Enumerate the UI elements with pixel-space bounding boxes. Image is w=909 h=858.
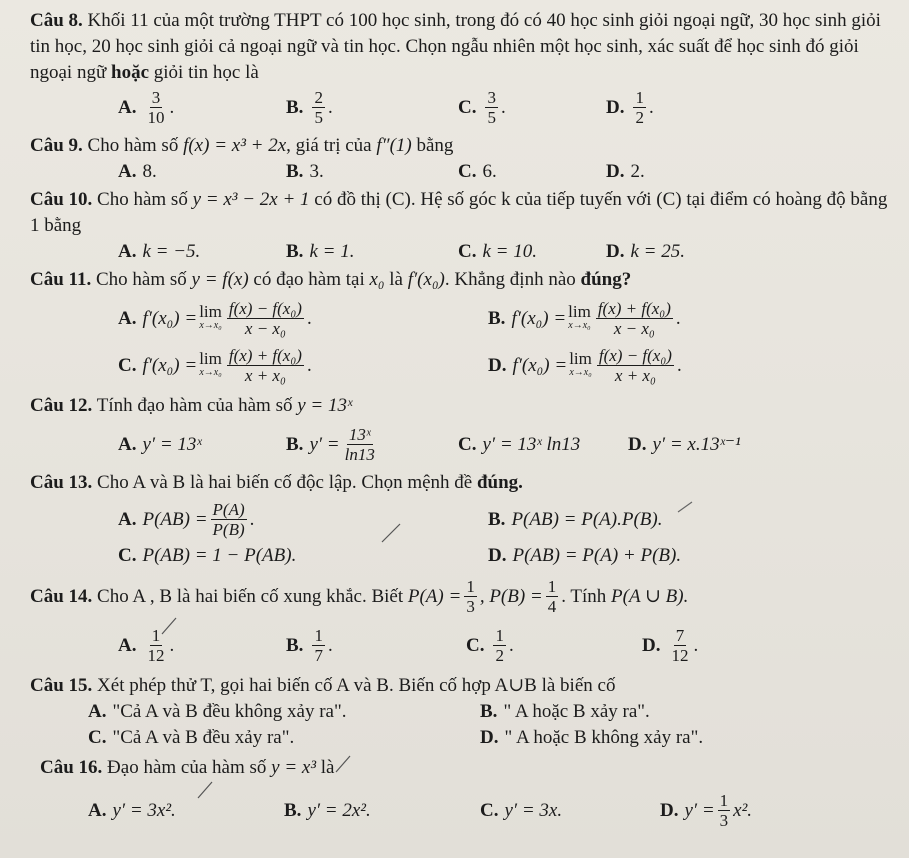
option-c: C. "Cả A và B đều xảy ra". bbox=[88, 727, 295, 748]
question-12: Câu 12. Tính đạo hàm của hàm số y = 13ˣ A. y′ = 13ˣ B. y′ = $\frac{\text{13ˣ}}{\ln 13}$ C. y′ = 13ˣ ln13 D. y′ = x.13ˣ⁻¹ bbox=[30, 393, 891, 464]
option-a: A. y′ = 3x². bbox=[88, 799, 176, 821]
option-d: D. k = 25. bbox=[606, 241, 685, 262]
question-14: Câu 14. Cho A , B là hai biến cố xung khắc. Biết P(A) = $\frac{1}{3}$ , P(B) = $\frac{1}{4}$ . Tính P(A ∪ B). A. $\frac{1}{12}$ . B. $\frac{1}{7}$ . C. $\frac{1}{2}$ . D. $\frac{7}{12}$ . bbox=[30, 577, 891, 665]
pencil-mark-icon bbox=[676, 500, 696, 514]
question-label: Câu 15. bbox=[30, 675, 93, 696]
emphasis-word: hoặc bbox=[111, 62, 150, 83]
option-d: D. P(AB) = P(A) + P(B). bbox=[488, 545, 682, 566]
options-row bbox=[30, 500, 891, 539]
option-b: B. k = 1. bbox=[286, 241, 355, 262]
option-c: C. 6. bbox=[458, 161, 497, 182]
pencil-mark-icon bbox=[160, 616, 180, 636]
option-a: A. P(AB) = $\frac{P(A)}{P(B)}$ . bbox=[118, 500, 255, 539]
option-c: C. P(AB) = 1 − P(AB). bbox=[118, 545, 297, 566]
option-b: B. 3. bbox=[286, 161, 324, 182]
option-a: A. y′ = 13ˣ bbox=[118, 433, 202, 455]
question-label: Câu 16. bbox=[40, 757, 103, 778]
option-a: A. $\frac{1}{12}$ . bbox=[118, 626, 175, 665]
option-a: A. k = −5. bbox=[118, 241, 201, 262]
question-15: Câu 15. Xét phép thử T, gọi hai biến cố A và B. Biến cố hợp A∪B là biến cố A. "Cả A và B đều không xảy ra". B. " A hoặc B xảy ra". C. "Cả A và B đều xảy ra". D. " A hoặc B không xảy ra". bbox=[30, 673, 891, 749]
question-8 bbox=[30, 8, 891, 127]
option-b: B. y′ = 2x². bbox=[284, 799, 371, 821]
options-row bbox=[30, 346, 891, 385]
option-d: D. " A hoặc B không xảy ra". bbox=[480, 727, 704, 748]
option-d: D. y′ = x.13ˣ⁻¹ bbox=[628, 433, 741, 455]
question-label: Câu 12. bbox=[30, 395, 93, 416]
option-c: C. f′(x₀) = lim x→x₀ $\frac{\text{f(x) + f(x₀)}}{\text{x + x₀}}$ . bbox=[118, 346, 312, 385]
option-d: D. $\frac{1}{2}$ . bbox=[606, 88, 654, 127]
question-label: Câu 14. bbox=[30, 585, 93, 607]
question-16: Câu 16. Đạo hàm của hàm số y = x³ là A. y′ = 3x². B. y′ = 2x². C. y′ = 3x. D. y′ = $\frac{1}{3}$ x². bbox=[30, 755, 891, 830]
option-a: A. $\frac{3}{10}$ . bbox=[118, 88, 175, 127]
option-b: B. P(AB) = P(A).P(B). bbox=[488, 508, 663, 530]
question-label: Câu 8. bbox=[30, 10, 83, 31]
option-b: B. y′ = $\frac{\text{13ˣ}}{\ln 13}$ bbox=[286, 425, 375, 464]
option-a: A. 8. bbox=[118, 161, 157, 182]
pencil-mark-icon bbox=[196, 780, 216, 800]
option-c: C. y′ = 13ˣ ln13 bbox=[458, 433, 581, 455]
options-row bbox=[30, 425, 891, 464]
question-label: Câu 10. bbox=[30, 189, 93, 210]
option-a: A. f′(x₀) = lim x→x₀ $\frac{\text{f(x) − f(x₀)}}{\text{x − x₀}}$ . bbox=[118, 299, 312, 338]
question-13: Câu 13. Cho A và B là hai biến cố độc lập. Chọn mệnh đề đúng. A. P(AB) = $\frac{P(A)}{P(B)}$ . B. P(AB) = P(A).P(B). C. P(AB) = 1 − P(AB). D. P(AB) = P(A) + P(B). bbox=[30, 470, 891, 567]
option-b: B. f′(x₀) = lim x→x₀ $\frac{\text{f(x) + f(x₀)}}{\text{x − x₀}}$ . bbox=[488, 299, 681, 338]
options-row bbox=[30, 545, 891, 567]
option-a: A. "Cả A và B đều không xảy ra". bbox=[88, 701, 347, 722]
question-text-end: giỏi tin học là bbox=[153, 62, 259, 83]
pencil-mark-icon bbox=[380, 522, 404, 544]
option-d: D. f′(x₀) = lim x→x₀ $\frac{\text{f(x) − f(x₀)}}{\text{x + x₀}}$ . bbox=[488, 346, 682, 385]
question-label: Câu 9. bbox=[30, 135, 83, 156]
options-row bbox=[30, 241, 891, 263]
function-expr: y = x³ − 2x + 1 bbox=[192, 189, 310, 210]
options-row bbox=[30, 299, 891, 338]
options-row bbox=[30, 727, 891, 749]
question-text: Khối 11 của một trường THPT có 100 học sinh, trong đó có 40 học sinh giỏi ngoại ngữ, 30 học sinh giỏi tin học, 20 học sinh giỏi cả ngoại ngữ và tin học. Chọn ngẫu nhiên một học sinh, xác suất để học sinh đó giỏi ngoại ngữ bbox=[30, 10, 881, 83]
options-row bbox=[30, 791, 891, 830]
option-d: D. 2. bbox=[606, 161, 645, 182]
question-10: Câu 10. Cho hàm số y = x³ − 2x + 1 có đồ thị (C). Hệ số góc k của tiếp tuyến với (C) tại điểm có hoàng độ bằng 1 bằng A. k = −5. B. k = 1. C. k = 10. D. k = 25. bbox=[30, 187, 891, 263]
option-c: C. y′ = 3x. bbox=[480, 799, 563, 821]
pencil-mark-icon bbox=[334, 754, 354, 774]
option-b: B. $\frac{1}{7}$ . bbox=[286, 626, 333, 665]
question-11: Câu 11. Cho hàm số y = f(x) có đạo hàm tại x₀ là f′(x₀). Khẳng định nào đúng? A. f′(x₀) = lim x→x₀ $\frac{\text{f(x) − f(x₀)}}{\text{x − x₀}}$ . B. f′(x₀) = lim x→x₀ $\frac{\text{f(x) + f(x₀)}}{\text{x − x₀}}$ . C. f′(x₀) = lim x→x₀ $\frac{\text{f(x) + f(x₀)}}{\text{x + x₀}}$ . D. f′(x₀) = lim x→x₀ $\frac{\text{f(x) − f(x₀)}}{\text{x + x₀}}$ . bbox=[30, 267, 891, 385]
options-row bbox=[30, 701, 891, 723]
options-row bbox=[30, 161, 891, 183]
option-b: B. " A hoặc B xảy ra". bbox=[480, 701, 650, 722]
option-b: B. $\frac{2}{5}$ . bbox=[286, 88, 333, 127]
question-9: Câu 9. Cho hàm số f(x) = x³ + 2x, giá trị của f″(1) bằng A. 8. B. 3. C. 6. D. 2. bbox=[30, 133, 891, 183]
option-c: C. $\frac{3}{5}$ . bbox=[458, 88, 506, 127]
option-c: C. $\frac{1}{2}$ . bbox=[466, 626, 514, 665]
option-c: C. k = 10. bbox=[458, 241, 537, 262]
question-label: Câu 13. bbox=[30, 472, 93, 493]
question-label: Câu 11. bbox=[30, 269, 92, 290]
function-expr: f(x) = x³ + 2x bbox=[183, 135, 287, 156]
option-d: D. y′ = $\frac{1}{3}$ x². bbox=[660, 791, 753, 830]
option-d: D. $\frac{7}{12}$ . bbox=[642, 626, 699, 665]
options-row bbox=[30, 88, 891, 127]
